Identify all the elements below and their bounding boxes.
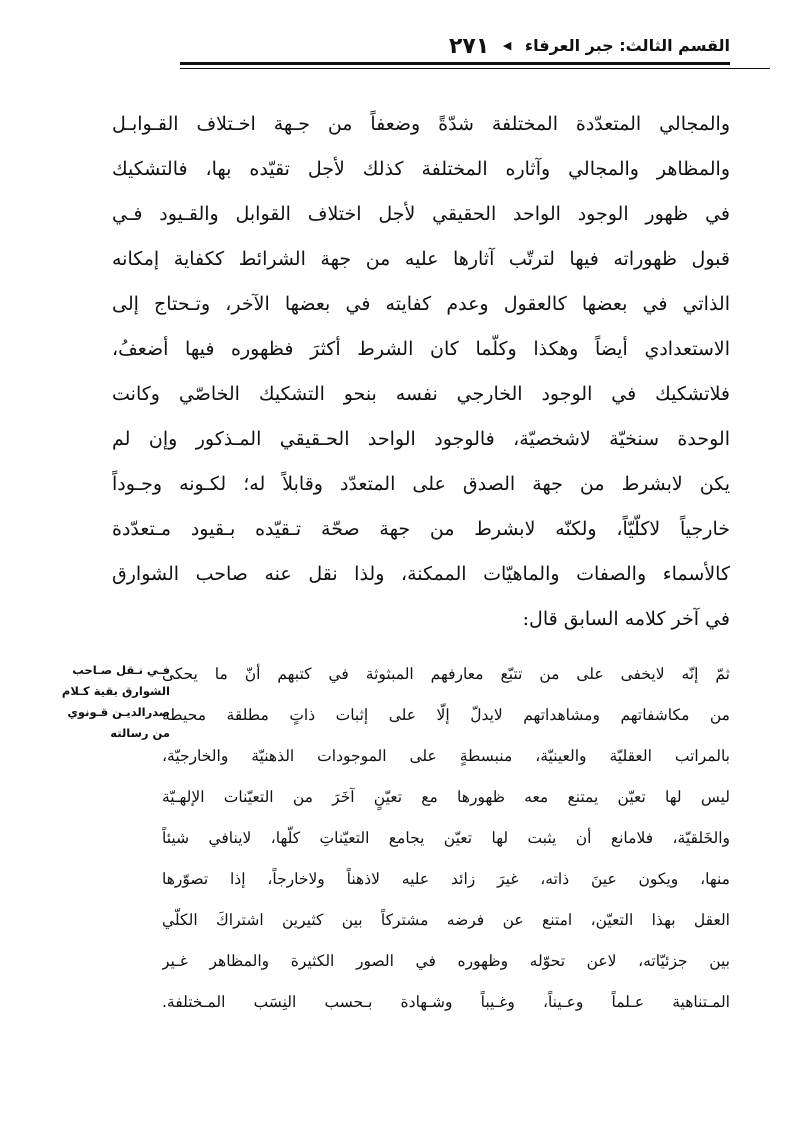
quote-line: العقل بهذا التعيّن، امتنع عن فرضه مشتركاً بين كثيرين اشتراكَ الكلّي: [162, 911, 730, 929]
header-line: [449, 34, 730, 59]
body-line: والمظاهر والمجالي وآثاره المختلفة كذلك لأجل تقيّده بها، فالتشكيك: [112, 158, 730, 180]
body-line: فلاتشكيك في الوجود الخارجي نفسه بنحو التشكيك الخاصّي وكانت: [112, 383, 730, 405]
body-line: كالأسماء والصفات والماهيّات الممكنة، ولذا نقل عنه صاحب الشوارق: [112, 563, 730, 585]
quote-line: ليس لها تعيّن يمتنع معه ظهورها مع تعيّنٍ آخَرَ من التعيّنات الإلهـيّة: [162, 788, 730, 806]
body-line: الوحدة سنخيّة لاشخصيّة، فالوجود الواحد الحـقيقي المـذكور وإن لم: [112, 428, 730, 450]
page-header: [180, 28, 730, 62]
quote-line: بالمراتب العقليّة والعينيّة، منبسطةٍ على الموجودات الذهنيّة والخارجيّة،: [162, 747, 730, 765]
page-number: ٢٧١: [449, 34, 490, 59]
body-line: يكن لابشرط من جهة الصدق على المتعدّد وقابلاً له؛ لكـونه وجـوداً: [112, 473, 730, 495]
body-line: الاستعدادي أيضاً وهكذا وكلّما كان الشرط أكثرَ فظهوره فيها أضعفُ،: [112, 338, 730, 360]
margin-note-line: صدرالديـن قـونوي: [67, 705, 170, 719]
margin-note-line: الشوارق بقية كـلام: [61, 684, 170, 698]
quote-line: منها، ويكون عينَ ذاته، غيرَ زائد عليه لاذهناً ولاخارجاً، إذا تصوّرها: [162, 870, 730, 888]
header-rule-thin: [180, 68, 770, 69]
quote-line: والخَلقيّة، فلامانع أن يثبت لها تعيّن يجامع التعيّناتِ كلّها، لاينافي شيئاً: [162, 829, 730, 847]
body-line: الذاتي في بعضها كالعقول وعدم كفايته في بعضها الآخر، وتـحتاج إلى: [112, 293, 730, 315]
quote-line: المـتناهية عـلماً وعـيناً، وغـيباً وشـهادة بـحسب النِسَب المـختلفة.: [162, 993, 730, 1011]
body-line: في آخر كلامه السابق قال:: [522, 608, 730, 630]
margin-note-line: من رسالته: [110, 726, 170, 740]
body-line: قبول ظهوراته فيها لترتّب آثارها عليه من جهة الشرائط ككفاية إمكانه: [112, 248, 730, 270]
triangle-marker-icon: ◀: [502, 39, 512, 52]
margin-note-line: فـي نـقل صـاحب: [72, 663, 170, 677]
section-title: القسم الثالث: جبر العرفاء: [524, 36, 730, 55]
body-line: خارجياً لاكلّيّاً، ولكنّه لابشرط من جهة صحّة تـقيّده بـقيود مـتعدّدة: [112, 518, 730, 540]
body-line: والمجالي المتعدّدة المختلفة شدّةً وضعفاً من جـهة اخـتلاف القـوابـل: [112, 113, 730, 135]
margin-note: [40, 660, 170, 744]
quote-line: ثمّ إنّه لايخفى على من تتبّع معارفهم المبثوثة في كتبهم أنّ ما يحكى: [162, 665, 730, 683]
main-text-block: [112, 102, 730, 642]
body-line: في ظهور الوجود الواحد الحقيقي لأجل اختلاف القوابل والقـيود فـي: [112, 203, 730, 225]
header-rule-thick: [180, 62, 730, 65]
quote-block: [162, 654, 730, 1023]
quote-line: من مكاشفاتهم ومشاهداتهم لايدلّ إلّا على إثبات ذاتٍ مطلقة محيطة: [162, 706, 730, 724]
quote-line: بين جزئيّاته، لاعن تحوّله وظهوره في الصور الكثيرة والمظاهر غـير: [162, 952, 730, 970]
